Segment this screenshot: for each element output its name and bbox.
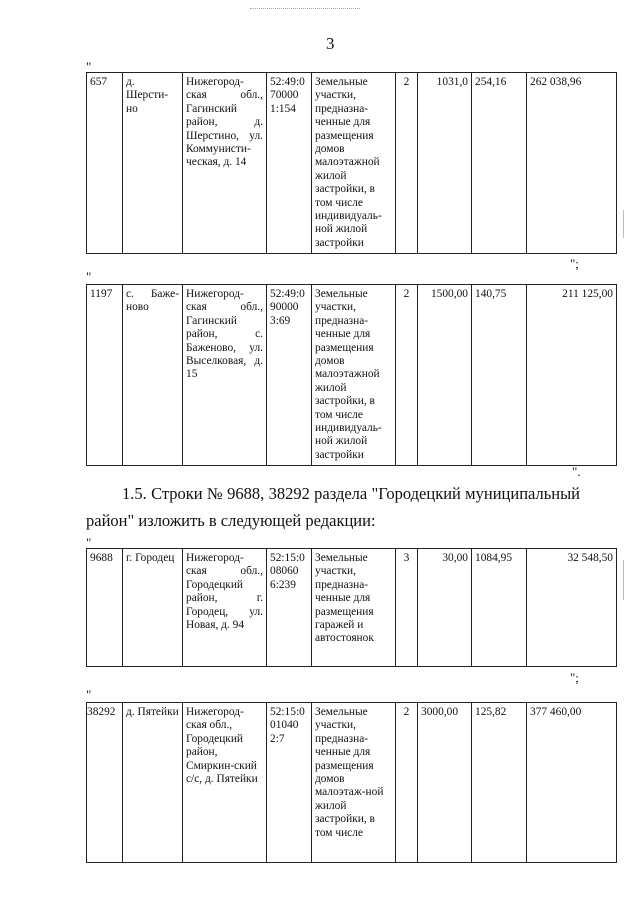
open-quote: " (86, 687, 92, 702)
cell-locality: с. Баже-ново (123, 285, 183, 466)
closing-quote: "; (570, 256, 579, 271)
cell-value: 32 548,50 (527, 549, 617, 667)
cell-area: 1500,00 (418, 285, 472, 466)
cell-rate: 254,16 (472, 73, 527, 254)
cell-category: Земельные участки, предназна-ченные для размещения гаражей и автостоянок (312, 549, 396, 667)
cell-number: 38292 (87, 703, 123, 863)
table-row-38292 (86, 702, 617, 863)
cell-area: 1031,0 (418, 73, 472, 254)
cell-group: 2 (396, 285, 418, 466)
cell-rate: 125,82 (472, 703, 527, 863)
closing-quote: ". (572, 464, 581, 479)
cell-category: Земельные участки, предназна-ченные для размещения домов малоэтажной жилой застройки, в том числе индивидуаль-ной жилой застройки (312, 285, 396, 466)
cell-rate: 1084,95 (472, 549, 527, 667)
scan-edge-mark (623, 560, 624, 600)
cell-number: 1197 (87, 285, 123, 466)
amendment-paragraph (86, 480, 580, 534)
cell-number: 657 (87, 73, 123, 254)
cell-address: Нижегород-ская обл., Гагинский район, д. Шерстино, ул. Коммунисти-ческая, д. 14 (183, 73, 267, 254)
open-quote: " (86, 59, 92, 74)
cell-category: Земельные участки, предназна-ченные для размещения домов малоэтаж-ной жилой застройки, в том числе (312, 703, 396, 863)
cell-locality: г. Городец (123, 549, 183, 667)
cell-area: 30,00 (418, 549, 472, 667)
cell-rate: 140,75 (472, 285, 527, 466)
open-quote: " (86, 535, 92, 550)
cell-cadastral: 52:49:070000 1:154 (267, 73, 312, 254)
table-row-657 (86, 72, 617, 254)
cell-group: 2 (396, 73, 418, 254)
cell-locality: д. Шерсти-но (123, 73, 183, 254)
table-row-1197 (86, 284, 617, 466)
cell-address: Нижегород-ская обл., Городецкий район, Смиркин-ский с/с, д. Пятейки (183, 703, 267, 863)
page-number: 3 (326, 34, 335, 53)
cell-value: 262 038,96 (527, 73, 617, 254)
cell-number: 9688 (87, 549, 123, 667)
cell-cadastral: 52:15:008060 6:239 (267, 549, 312, 667)
scan-artifact (230, 2, 380, 32)
scan-edge-mark (623, 210, 624, 238)
paragraph-line-2: район" изложить в следующей редакции: (86, 511, 376, 530)
cell-cadastral: 52:15:001040 2:7 (267, 703, 312, 863)
cell-area: 3000,00 (418, 703, 472, 863)
cell-address: Нижегород-ская обл., Гагинский район, с. Баженово, ул. Выселковая, д. 15 (183, 285, 267, 466)
paragraph-line-1: 1.5. Строки № 9688, 38292 раздела "Городецкий муниципальный (122, 484, 580, 503)
cell-category: Земельные участки, предназна-ченные для размещения домов малоэтажной жилой застройки, в том числе индивидуаль-ной жилой застройки (312, 73, 396, 254)
open-quote: " (86, 269, 92, 284)
cell-value: 211 125,00 (527, 285, 617, 466)
cell-value: 377 460,00 (527, 703, 617, 863)
closing-quote: "; (570, 670, 579, 685)
cell-group: 2 (396, 703, 418, 863)
table-row-9688 (86, 548, 617, 667)
cell-locality: д. Пятейки (123, 703, 183, 863)
cell-cadastral: 52:49:090000 3:69 (267, 285, 312, 466)
cell-group: 3 (396, 549, 418, 667)
cell-address: Нижегород-ская обл., Городецкий район, г. Городец, ул. Новая, д. 94 (183, 549, 267, 667)
